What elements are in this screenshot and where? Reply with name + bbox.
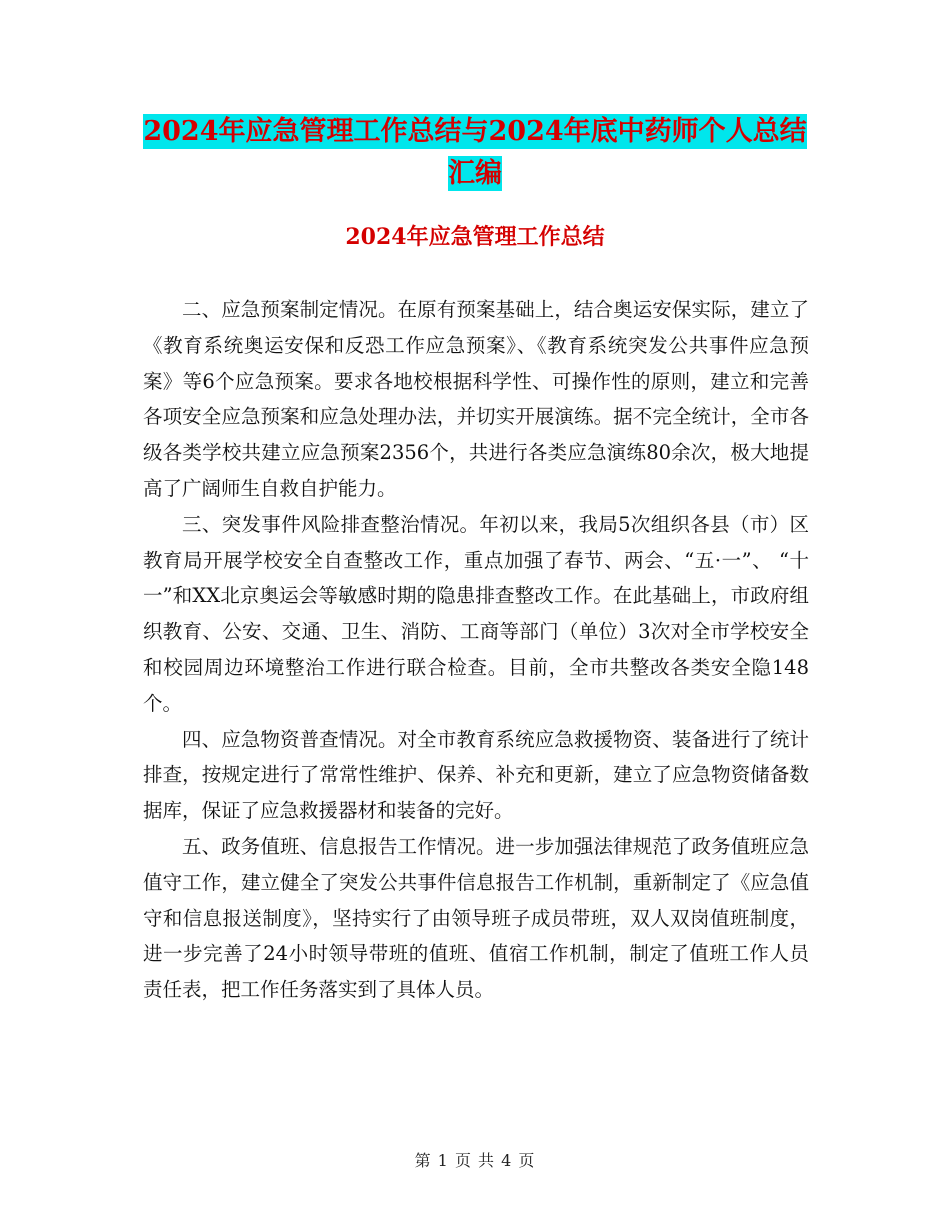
document-body — [143, 292, 809, 1008]
paragraph-emergency-plans: 二、应急预案制定情况。在原有预案基础上，结合奥运安保实际，建立了《教育系统奥运安保和反恐工作应急预案》、《教育系统突发公共事件应急预案》等6个应急预案。要求各地校根据科学性、可操作性的原则，建立和完善各项安全应急预案和应急处理办法，并切实开展演练。据不完全统计，全市各级各类学校共建立应急预案2356个，共进行各类应急演练80余次，极大地提高了广阔师生自救自护能力。 — [143, 298, 809, 500]
document-title-line-1 — [0, 111, 950, 153]
title-highlight: 2024年应急管理工作总结与2024年底中药师个人总结 — [143, 116, 807, 147]
paragraph-duty-reporting: 五、政务值班、信息报告工作情况。进一步加强法律规范了政务值班应急值守工作，建立健全了突发公共事件信息报告工作机制，重新制定了《应急值守和信息报送制度》，坚持实行了由领导班子成员带班，双人双岗值班制度，进一步完善了24小时领导带班的值班、值宿工作机制，制定了值班工作人员责任表，把工作任务落实到了具体人员。 — [143, 834, 809, 1002]
title-highlight: 汇编 — [448, 158, 502, 189]
paragraph-risk-inspection: 三、突发事件风险排查整治情况。年初以来，我局5次组织各县（市）区教育局开展学校安全自查整改工作，重点加强了春节、两会、“五·一”、 “十一”和XX北京奥运会等敏感时期的隐患排查整改工作。在此基础上，市政府组织教育、公安、交通、卫生、消防、工商等部门（单位）3次对全市学校安全和校园周边环境整治工作进行联合检查。目前，全市共整改各类安全隐148个。 — [143, 512, 809, 715]
page-footer: 第 1 页 共 4 页 — [414, 1151, 536, 1170]
paragraph-emergency-supplies: 四、应急物资普查情况。对全市教育系统应急救援物资、装备进行了统计排查，按规定进行了常常性维护、保养、补充和更新，建立了应急物资储备数据库，保证了应急救援器材和装备的完好。 — [143, 727, 809, 823]
document-title-line-2 — [0, 153, 950, 195]
section-heading: 2024年应急管理工作总结 — [345, 224, 605, 250]
